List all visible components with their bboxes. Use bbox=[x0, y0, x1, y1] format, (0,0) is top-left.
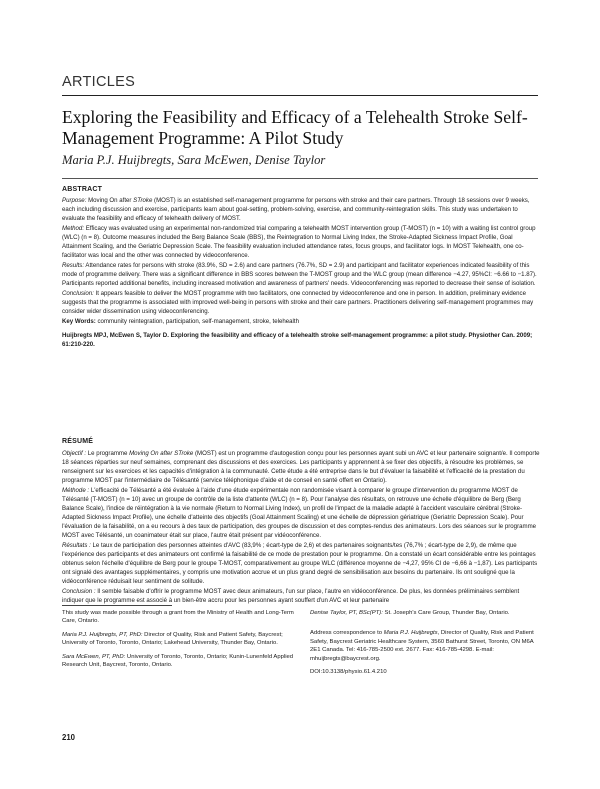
abstract-body bbox=[62, 196, 540, 350]
doi[interactable]: DOI:10.3138/physio.61.4.210 bbox=[310, 669, 387, 676]
resume-conclusion-label: Conclusion : bbox=[62, 588, 96, 595]
conclusion-label: Conclusion: bbox=[62, 290, 94, 297]
resultats-label: Résultats : bbox=[62, 542, 91, 549]
method-text: Efficacy was evaluated using an experimental non-randomized trial comparing a telehealth MOST intervention group (T-MOST) (n = 10) with a waiting list control group (WLC) (n = 8). Outcome measures included the Berg Balance Scale (BBS), the Reintegration to Normal Living Index, the Stroke-Adapted Sickness Impact Profile, Goal Attainment Scaling, and the Geriatric Depression Scale. The feasibility evaluation included attendance rates, focus groups, and facilitator logs. In MOST Telehealth, one co-facilitator was local and the other was connected by videoconference. bbox=[62, 225, 536, 259]
author-affiliation-1 bbox=[62, 631, 294, 648]
conclusion-text: It appears feasible to deliver the MOST programme with two facilitators, one connected by videoconference and one in person. In addition, preliminary evidence suggests that the programme is associated with improved well-being in persons with stroke and their care partners. Practitioners delivering self-management programmes may consider wider dissemination using videoconferencing. bbox=[62, 290, 534, 315]
resultats-text: Le taux de participation des personnes atteintes d'AVC (83,9% ; écart-type de 2,6) et des partenaires soignants/tes (76,7% ; écart-type de 2,9), de même que l'expérience des participants et des animateurs ont confirmé la faisabilité de ce mode de prestation pour le programme. On a constaté un écart considérable entre les pointages obtenus selon l'échelle d'équilibre de Berg pour le groupe T-MOST, comparativement au groupe WLC (différence moyenne de −4,27, 95% CI de −6,66 à −1,87). Les participants ont signalé des avantages supplémentaires, y compris une motivation accrue et un plus grand degré de sensibilisation aux besoins du partenaire. Ils ont souligné que la vidéoconférence réduisait leur sentiment de solitude. bbox=[62, 542, 538, 585]
resume-body bbox=[62, 449, 540, 606]
header-rule bbox=[62, 95, 538, 96]
abstract-method bbox=[62, 224, 540, 260]
correspondence-address bbox=[310, 629, 540, 663]
author-3-name: Denise Taylor, PT, BSc(PT): bbox=[310, 610, 383, 616]
footnotes-left bbox=[62, 609, 294, 674]
author-1-text: Director of Quality, Risk and Patient Safety, Baycrest; University of Toronto, Toronto, Ontario; Lakehead University, Thunder Bay, Ontario. bbox=[62, 631, 283, 647]
resume-conclusion-text: Il semble faisable d'offrir le programme MOST avec deux animateurs, l'un sur place, l'autre en vidéoconférence. De plus, les données préliminaires semblent indiquer que le programme est associé à un bien-être accru pour les personnes ayant souffert d'un AVC et leur partenaire bbox=[62, 588, 520, 604]
results-text: Attendance rates for persons with stroke (83.9%, SD = 2.6) and care partners (76.7%, SD = 2.9) and participant and facilitator experiences indicated feasibility of this mode of programme delivery. There was a significant difference in BBS scores between the T-MOST group and the WLC group (mean difference −4.27, 95%CI: −6.66 to −1.87). Participants reported additional benefits, including increased motivation and awareness of partners' needs. Videoconferencing was reported to decrease their sense of isolation. bbox=[62, 262, 537, 287]
citation: Huijbregts MPJ, McEwen S, Taylor D. Exploring the feasibility and efficacy of a telehealth stroke self-management programme: a pilot study. Physiother Can. 2009; 61:210-220. bbox=[62, 332, 533, 348]
purpose-text-a: Moving On after bbox=[88, 197, 134, 204]
author-affiliation-2 bbox=[62, 653, 294, 670]
author-3-text: St. Joseph's Care Group, Thunder Bay, Ontario. bbox=[382, 610, 510, 616]
methode-text: L'efficacité de Télésanté a été évaluée à l'aide d'une étude expérimentale non randomisée visant à comparer le groupe d'intervention du programme MOST de Télésanté (T-MOST) (n = 10) avec un groupe de contrôle de la liste d'attente (WLC) (n = 8). Pour l'analyse des résultats, on retrouve une échelle d'équilibre de Berg (Berg Balance Scale), l'indice de réintégration à la vie normale (Return to Normal Living Index), un profil de l'impact de la maladie adapté à l'accident vasculaire cérébral (Stroke-Adapted Sickness Impact Profile), une échelle d'atteinte des objectifs (Goal Attainment Scaling) et une échelle de dépression gériatrique (Geriatric Depression Scale). Pour l'évaluation de la faisabilité, on a eu recours à des taux de participation, des groupes de discussion et des comptes-rendus des animateurs. Lors des séances sur le programme MOST avec Télésanté, un coanimateur était sur place, l'autre était présent par vidéoconférence. bbox=[62, 487, 537, 539]
objectif-text-b: (MOST) est un programme d'autogestion conçu pour les personnes ayant subi un AVC et leur partenaire soignant/e. Il comporte 18 séances réparties sur neuf semaines, comprenant des discussions et des exercices. Les participants y apprennent à se fixer des objectifs, à résoudre les problèmes, se renseignent sur les exercices et les capacités d'intégration à la communauté. Cette étude a été entreprise dans le but d'évaluer la faisabilité et l'efficacité de la prestation du programme MOST par l'intermédiaire de Télésanté (service téléphonique d'aide et de conseil en santé offert en Ontario). bbox=[62, 450, 540, 484]
objectif-label: Objectif : bbox=[62, 450, 87, 457]
article-authors: Maria P.J. Huijbregts, Sara McEwen, Denise Taylor bbox=[62, 153, 326, 167]
funding-note: This study was made possible through a grant from the Ministry of Health and Long-Term Care, Ontario. bbox=[62, 610, 294, 625]
author-2-name: Sara McEwen, PT, PhD: bbox=[62, 653, 126, 660]
abstract-results bbox=[62, 261, 540, 288]
article-title: Exploring the Feasibility and Efficacy of a Telehealth Stroke Self-Management Programme: A Pilot Study bbox=[62, 107, 528, 148]
page-number: 210 bbox=[62, 733, 76, 742]
abstract-conclusion bbox=[62, 289, 540, 316]
results-label: Results: bbox=[62, 262, 85, 269]
purpose-italic: STroke bbox=[133, 197, 153, 204]
section-label: ARTICLES bbox=[62, 74, 136, 90]
abstract-keywords bbox=[62, 317, 540, 326]
footnote-rule bbox=[62, 605, 172, 606]
method-label: Method: bbox=[62, 225, 85, 232]
keywords-text: community reintegration, participation, self-management, stroke, telehealth bbox=[97, 318, 299, 325]
author-1-name: Maria P.J. Huijbregts, PT, PhD: bbox=[62, 631, 143, 638]
resume-heading: RÉSUMÉ bbox=[62, 438, 94, 445]
methode-label: Méthode : bbox=[62, 487, 90, 494]
address-name: Maria P.J. Huijbregts bbox=[383, 630, 438, 637]
address-text-a: Address correspondence to bbox=[310, 630, 384, 637]
resume-resultats bbox=[62, 541, 540, 586]
abstract-purpose bbox=[62, 196, 540, 223]
title-rule bbox=[62, 178, 538, 179]
author-2-text: University of Toronto, Toronto, Ontario; Kunin-Lunenfeld Applied Research Unit, Baycrest, Toronto, Ontario. bbox=[62, 653, 294, 669]
purpose-label: Purpose: bbox=[62, 197, 87, 204]
purpose-text-b: (MOST) is an established self-management programme for persons with stroke and their care partners. Through 18 sessions over 9 weeks, each including discussion and exercise, participants learn about goal-setting, problem-solving, exercise, and community-reintegration skills. This study was undertaken to evaluate the feasibility and efficacy of telehealth delivery of MOST. bbox=[62, 197, 530, 222]
resume-methode bbox=[62, 486, 540, 540]
keywords-label: Key Words: bbox=[62, 318, 96, 325]
objectif-italic: Moving On after STroke bbox=[129, 450, 194, 457]
resume-conclusion bbox=[62, 587, 540, 605]
footnotes-right bbox=[310, 609, 540, 681]
resume-objectif bbox=[62, 449, 540, 485]
address-text-b: , Director of Quality, Risk and Patient Safety, Baycrest Geriatric Healthcare System, 3560 Bathurst Street, Toronto, ON M6A 2E1 Canada. Tel: 416-785-2500 ext. 2677. Fax: 416-785-4298. E-mail: mhuijbregts@baycrest.org. bbox=[310, 630, 534, 662]
objectif-text-a: Le programme bbox=[87, 450, 130, 457]
author-affiliation-3 bbox=[310, 609, 540, 617]
abstract-heading: ABSTRACT bbox=[62, 186, 103, 193]
